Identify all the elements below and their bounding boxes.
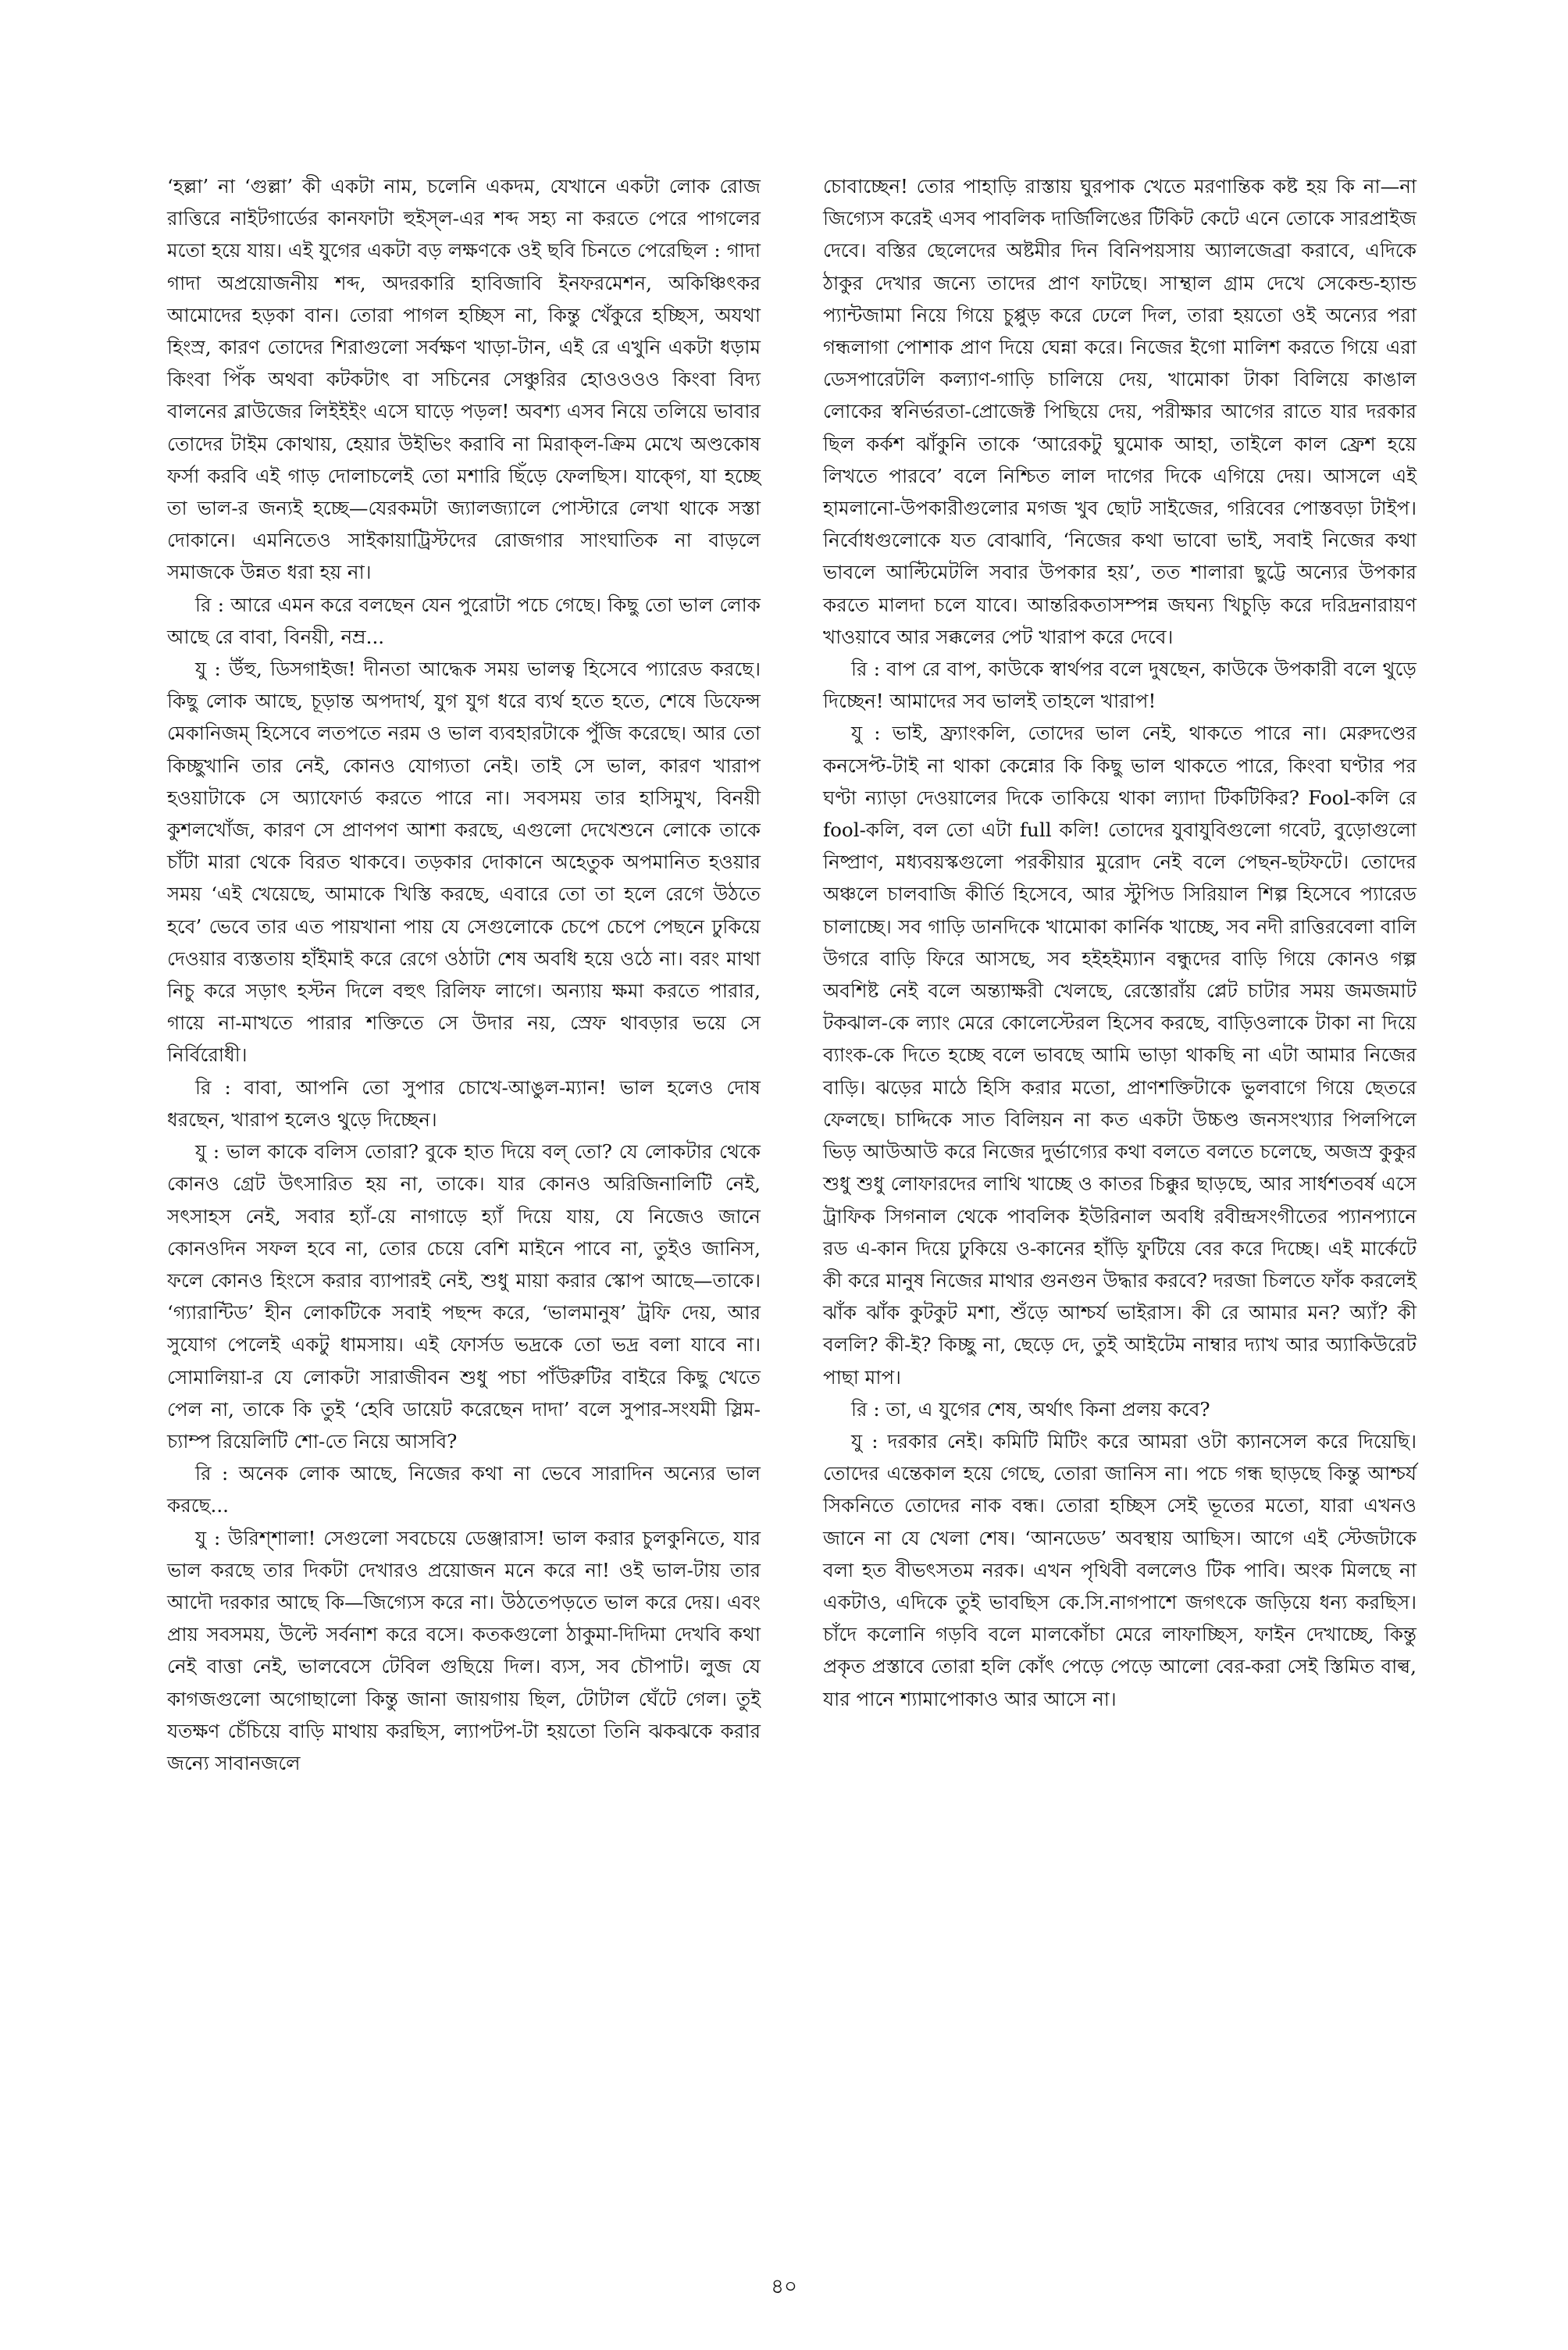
paragraph: যু : দরকার নেই। কমিটি মিটিং করে আমরা ওটা ক্যানসেল করে দিয়েছি। তোদের এন্তেকাল হয়ে গেছে, তোরা জানিস না। পচে গন্ধ ছাড়ছে কিন্তু আশ্চর্য সিকনিতে তোদের নাক বন্ধ। তোরা হচ্ছিস সেই ভূতের মতো, যারা এখনও জানে না যে খেলা শেষ। ‘আনডেড’ অবস্থায় আছিস। আগে এই স্টেজটাকে বলা হত বীভৎসতম নরক। এখন পৃথিবী বললেও টিক পাবি। অংক মিলছে না একটাও, এদিকে তুই ভাবছিস কে.সি.নাগপাশে জগৎকে জড়িয়ে ধন্য করছিস। চাঁদে কলোনি গড়বি বলে মালকোঁচা মেরে লাফাচ্ছিস, ফাইন দেখাচ্ছে, কিন্তু প্রকৃত প্রস্তাবে তোরা হলি কোঁৎ পেড়ে পেড়ে আলো বের-করা সেই স্তিমিত বাল্ব, যার পানে শ্যামাপোকাও আর আসে না। — [823, 1429, 1417, 1710]
paragraph: রি : অনেক লোক আছে, নিজের কথা না ভেবে সারাদিন অন্যের ভাল করছে... — [167, 1462, 761, 1517]
paragraph: যু : ভাল কাকে বলিস তোরা? বুকে হাত দিয়ে বল্‌ তো? যে লোকটার থেকে কোনও গ্রেট উৎসারিত হয় না, তাকে। যার কোনও অরিজিনালিটি নেই, সৎসাহস নেই, সবার হ্যাঁ-য়ে নাগাড়ে হ্যাঁ দিয়ে যায়, যে নিজেও জানে কোনওদিন সফল হবে না, তোর চেয়ে বেশি মাইনে পাবে না, তুইও জানিস, ফলে কোনও হিংসে করার ব্যাপারই নেই, শুধু মায়া করার স্কোপ আছে—তাকে। ‘গ্যারান্টিড’ হীন লোকটিকে সবাই পছন্দ করে, ‘ভালমানুষ’ ট্রফি দেয়, আর সুযোগ পেলেই একটু ধামসায়। এই ফোর্সড ভদ্রকে তো ভদ্র বলা যাবে না। সোমালিয়া-র যে লোকটা সারাজীবন শুধু পচা পাঁউরুটির বাইরে কিছু খেতে পেল না, তাকে কি তুই ‘হেবি ডায়েট করেছেন দাদা’ বলে সুপার-সংযমী স্লিম-চ্যাম্প রিয়েলিটি শো-তে নিয়ে আসবি? — [167, 1140, 761, 1453]
paragraph: রি : বাপ রে বাপ, কাউকে স্বার্থপর বলে দুষছেন, কাউকে উপকারী বলে থুড়ে দিচ্ছেন! আমাদের সব ভালই তাহলে খারাপ! — [823, 658, 1417, 713]
paragraph: চোবাচ্ছেন! তোর পাহাড়ি রাস্তায় ঘুরপাক খেতে মরণান্তিক কষ্ট হয় কি না—না জিগ্যেস করেই এসব পাবলিক দার্জিলিঙের টিকিট কেটে এনে তোকে সারপ্রাইজ দেবে। বস্তির ছেলেদের অষ্টমীর দিন বিনিপয়সায় অ্যালজেব্রা করাবে, এদিকে ঠাকুর দেখার জন্যে তাদের প্রাণ ফাটছে। সাম্থাল গ্রাম দেখে সেকেন্ড-হ্যান্ড প্যান্টজামা নিয়ে গিয়ে চুপ্পুড় করে ঢেলে দিল, তারা হয়তো ওই অন্যের পরা গন্ধলাগা পোশাক প্রাণ দিয়ে ঘেন্না করে। নিজের ইগো মালিশ করতে গিয়ে এরা ডেসপারেটলি কল্যাণ-গাড়ি চালিয়ে দেয়, খামোকা টাকা বিলিয়ে কাঙাল লোকের স্বনির্ভরতা-প্রোজেক্ট পিছিয়ে দেয়, পরীক্ষার আগের রাতে যার দরকার ছিল কর্কশ ঝাঁকুনি তাকে ‘আরেকটু ঘুমোক আহা, তাইলে কাল ফ্রেশ হয়ে লিখতে পারবে’ বলে নিশ্চিত লাল দাগের দিকে এগিয়ে দেয়। আসলে এই হামলানো-উপকারীগুলোর মগজ খুব ছোট সাইজের, গরিবের পোস্তবড়া টাইপ। নির্বোধগুলোকে যত বোঝাবি, ‘নিজের কথা ভাবো ভাই, সবাই নিজের কথা ভাবলে আল্টিমেটলি সবার উপকার হয়’, তত শালারা ছুট্টে অন্যের উপকার করতে মালদা চলে যাবে। আন্তরিকতাসম্পন্ন জঘন্য খিচুড়ি করে দরিদ্রনারায়ণ খাওয়াবে আর সক্কলের পেট খারাপ করে দেবে। — [823, 175, 1417, 648]
paragraph: রি : বাবা, আপনি তো সুপার চোখে-আঙুল-ম্যান! ভাল হলেও দোষ ধরছেন, খারাপ হলেও থুড়ে দিচ্ছেন। — [167, 1075, 761, 1131]
right-text-column — [823, 170, 1417, 1715]
paragraph: যু : উরিশ্‌শালা! সেগুলো সবচেয়ে ডেঞ্জারাস! ভাল করার চুলকুনিতে, যার ভাল করছে তার দিকটা দেখারও প্রয়োজন মনে করে না! ওই ভাল-টায় তার আদৌ দরকার আছে কি—জিগ্যেস করে না। উঠতেপড়তে ভাল করে দেয়। এবং প্রায় সবসময়, উল্টে সর্বনাশ করে বসে। কতকগুলো ঠাকুমা-দিদিমা দেখবি কথা নেই বাত্তা নেই, ভালবেসে টেবিল গুছিয়ে দিল। ব্যস, সব চৌপাট। লুজ যে কাগজগুলো অগোছালো কিন্তু জানা জায়গায় ছিল, টোটাল ঘেঁটে গেল। তুই যতক্ষণ চেঁচিয়ে বাড়ি মাথায় করছিস, ল্যাপটপ-টা হয়তো তিনি ঝকঝকে করার জন্যে সাবানজলে — [167, 1526, 761, 1774]
paragraph: রি : আরে এমন করে বলছেন যেন পুরোটা পচে গেছে। কিছু তো ভাল লোক আছে রে বাবা, বিনয়ী, নম্র... — [167, 593, 761, 648]
page-number: ৪০ — [771, 2275, 797, 2298]
left-text-column — [167, 170, 761, 1779]
paragraph: যু : ভাই, ফ্র্যাংকলি, তোদের ভাল নেই, থাকতে পারে না। মেরুদণ্ডের কনসেপ্ট-টাই না থাকা কেন্নোর কি কিছু ভাল থাকতে পারে, কিংবা ঘণ্টার পর ঘণ্টা ন্যাড়া দেওয়ালের দিকে তাকিয়ে থাকা ল্যাদা টিকটিকির? Fool-কলি রে fool-কলি, বল তো এটা full কলি! তোদের যুবাযুবিগুলো গবেট, বুড়োগুলো নিষ্প্রাণ, মধ্যবয়স্কগুলো পরকীয়ার মুরোদ নেই বলে পেছন-ছটফটে। তোদের অঞ্চলে চালবাজি কীর্তি হিসেবে, আর স্টুপিড সিরিয়াল শিল্প হিসেবে প্যারেড চালাচ্ছে। সব গাড়ি ডানদিকে খামোকা কার্নিক খাচ্ছে, সব নদী রাত্তিরবেলা বালি উগরে বাড়ি ফিরে আসছে, সব হইহইম্যান বন্ধুদের বাড়ি গিয়ে কোনও গল্প অবশিষ্ট নেই বলে অন্ত্যাক্ষরী খেলছে, রেস্তোরাঁয় প্লেট চাটার সময় জমজমাট টকঝাল-কে ল্যাং মেরে কোলেস্টেরল হিসেব করছে, বাড়িওলাকে টাকা না দিয়ে ব্যাংক-কে দিতে হচ্ছে বলে ভাবছে আমি ভাড়া থাকছি না এটা আমার নিজের বাড়ি। ঝড়ের মাঠে হিসি করার মতো, প্রাণশক্তিটাকে ভুলবাগে গিয়ে ছেতরে ফেলছে। চাদ্দিকে সাত বিলিয়ন না কত একটা উচ্চণ্ড জনসংখ্যার পিলপিলে ভিড় আউআউ করে নিজের দুর্ভাগ্যের কথা বলতে বলতে চলেছে, অজস্র কুকুর শুধু শুধু লোফারদের লাথি খাচ্ছে ও কাতর চিক্কুর ছাড়ছে, আর সার্ধশতবর্ষ এসে ট্রাফিক সিগনাল থেকে পাবলিক ইউরিনাল অবধি রবীন্দ্রসংগীতের প্যানপ্যানে রড এ-কান দিয়ে ঢুকিয়ে ও-কানের হাঁড়ি ফুটিয়ে বের করে দিচ্ছে। এই মার্কেটে কী করে মানুষ নিজের মাথার গুনগুন উদ্ধার করবে? দরজা চিলতে ফাঁক করলেই ঝাঁক ঝাঁক কুটকুট মশা, শুঁড়ে আশ্চর্য ভাইরাস। কী রে আমার মন? অ্যাঁ? কী বললি? কী-ই? কিচ্ছু না, ছেড়ে দে, তুই আইটেম নাম্বার দ্যাখ আর অ্যাকিউরেট পাছা মাপ। — [823, 722, 1417, 1389]
paragraph: ‘হল্লা’ না ‘গুল্লা’ কী একটা নাম, চলেনি একদম, যেখানে একটা লোক রোজ রাত্তিরে নাইটগার্ডের কানফাটা হুইস্‌ল-এর শব্দ সহ্য না করতে পেরে পাগলের মতো হয়ে যায়। এই যুগের একটা বড় লক্ষণকে ওই ছবি চিনতে পেরেছিল : গাদা গাদা অপ্রয়োজনীয় শব্দ, অদরকারি হাবিজাবি ইনফরমেশন, অকিঞ্চিৎকর আমোদের হড়কা বান। তোরা পাগল হচ্ছিস না, কিন্তু খেঁকুরে হচ্ছিস, অযথা হিংস্র, কারণ তোদের শিরাগুলো সর্বক্ষণ খাড়া-টান, এই রে এখুনি একটা ধড়াম কিংবা পিঁক অথবা কটকটাৎ বা সচিনের সেঞ্চুরির হোওওওও কিংবা বিদ্য বালনের ব্লাউজের লিইইইং এসে ঘাড়ে পড়ল! অবশ্য এসব নিয়ে তলিয়ে ভাবার তোদের টাইম কোথায়, হেয়ার উইভিং করাবি না মিরাক্‌ল-ক্রিম মেখে অণ্ডকোষ ফর্সা করবি এই গাড় দোলাচলেই তো মশারি ছিঁড়ে ফেলছিস। যাক্গে, যা হচ্ছে তা ভাল-র জন্যই হচ্ছে—যেরকমটা জ্যালজ্যালে পোস্টারে লেখা থাকে সস্তা দোকানে। এমনিতেও সাইকায়াট্রিস্টদের রোজগার সাংঘাতিক না বাড়লে সমাজকে উন্নত ধরা হয় না। — [167, 175, 761, 584]
paragraph: যু : উঁহু, ডিসগাইজ! দীনতা আদ্ধেক সময় ভালত্ব হিসেবে প্যারেড করছে। কিছু লোক আছে, চূড়ান্ত অপদার্থ, যুগ যুগ ধরে ব্যর্থ হতে হতে, শেষে ডিফেন্স মেকানিজম্‌ হিসেবে লতপতে নরম ও ভাল ব্যবহারটাকে পুঁজি করেছে। আর তো কিচ্ছুখানি তার নেই, কোনও যোগ্যতা নেই। তাই সে ভাল, কারণ খারাপ হওয়াটাকে সে অ্যাফোর্ড করতে পারে না। সবসময় তার হাসিমুখ, বিনয়ী কুশলখোঁজ, কারণ সে প্রাণপণ আশা করছে, এগুলো দেখেশুনে লোকে তাকে চাঁটা মারা থেকে বিরত থাকবে। তড়কার দোকানে অহেতুক অপমানিত হওয়ার সময় ‘এই খেয়েছে, আমাকে খিস্তি করছে, এবারে তো তা হলে রেগে উঠতে হবে’ ভেবে তার এত পায়খানা পায় যে সেগুলোকে চেপে চেপে পেছনে ঢুকিয়ে দেওয়ার ব্যস্ততায় হাঁইমাই করে রেগে ওঠাটা শেষ অবধি হয়ে ওঠে না। বরং মাথা নিচু করে সড়াৎ হস্টন দিলে বহুৎ রিলিফ লাগে। অন্যায় ক্ষমা করতে পারার, গায়ে না-মাখতে পারার শক্তিতে সে উদার নয়, স্রেফ থাবড়ার ভয়ে সে নির্বিরোধী। — [167, 658, 761, 1067]
paragraph: রি : তা, এ যুগের শেষ, অর্থাৎ কিনা প্রলয় কবে? — [851, 1397, 1210, 1421]
